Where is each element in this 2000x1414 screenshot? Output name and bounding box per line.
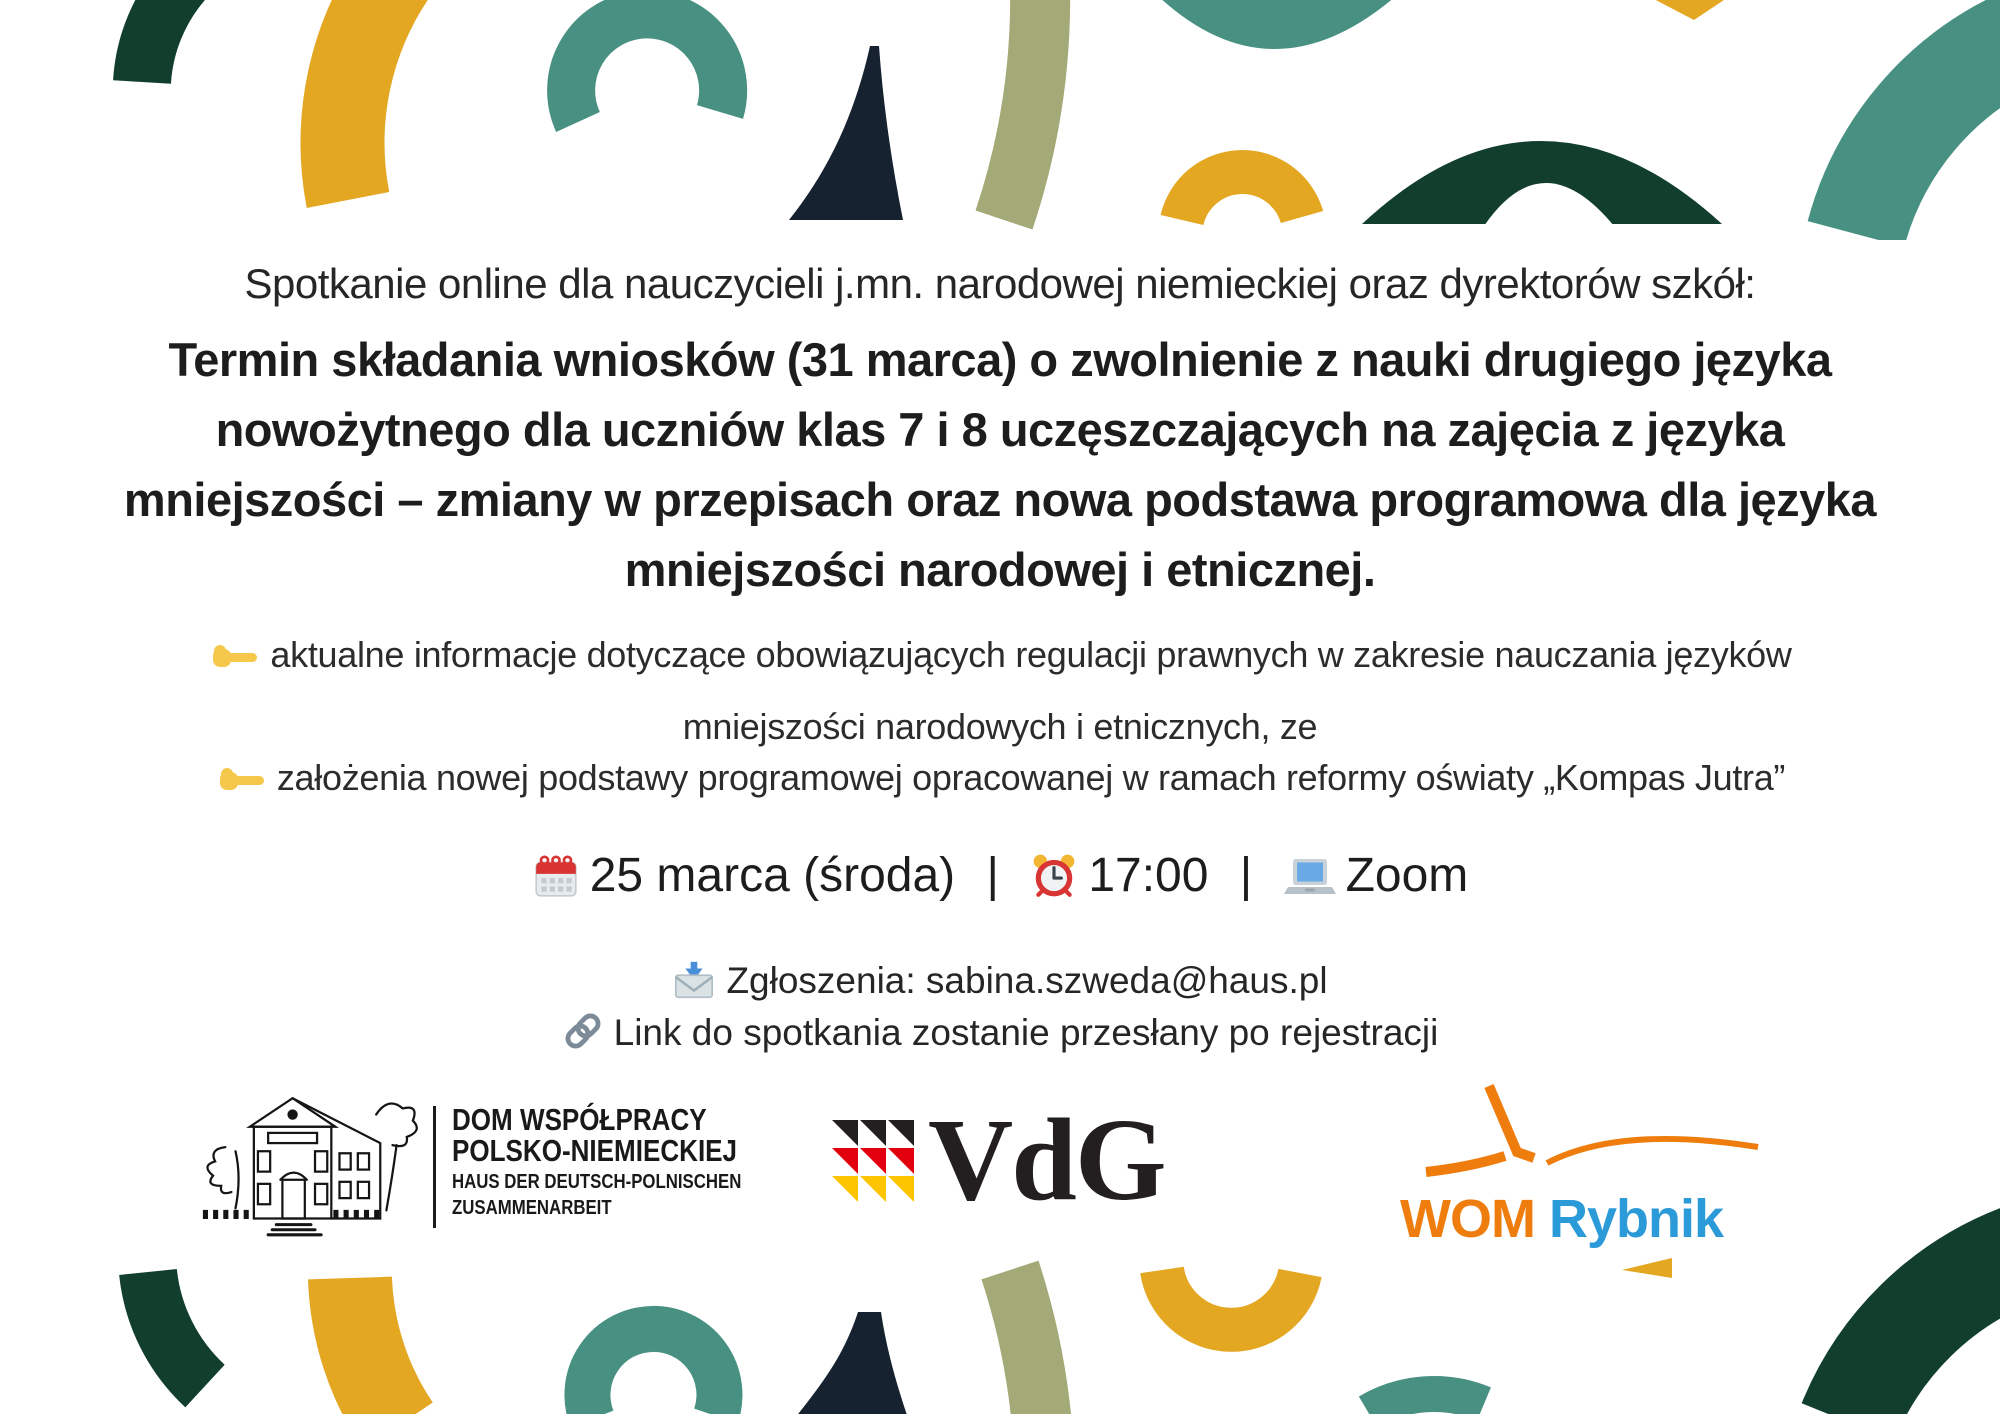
intro-line: Spotkanie online dla nauczycieli j.mn. narodowej niemieckiej oraz dyrektorów szkół: xyxy=(244,260,1756,307)
event-time: 17:00 xyxy=(1088,849,1209,902)
registration-line xyxy=(0,960,2000,1009)
wedge-shape xyxy=(1648,0,1730,20)
window xyxy=(339,1182,350,1198)
dwpn-name-de-line2: ZUSAMMENARBEIT xyxy=(452,1197,612,1219)
arc-shape xyxy=(1010,1270,1042,1414)
bullet-text: aktualne informacje dotyczące obowiązujących regulacji prawnych w zakresie nauczania języków xyxy=(270,634,1792,675)
event-platform: Zoom xyxy=(1345,849,1469,902)
window xyxy=(339,1153,350,1169)
bullet-text: założenia nowej podstawy programowej opracowanej w ramach reformy oświaty „Kompas Jutra” xyxy=(276,757,1786,798)
wom-swoosh xyxy=(1547,1139,1758,1163)
dwpn-name-de-line1: HAUS DER DEUTSCH-POLNISCHEN xyxy=(452,1171,742,1193)
bullet-text-continued: mniejszości narodowych i etnicznych, ze xyxy=(682,706,1318,747)
bullet-item xyxy=(0,757,2000,806)
envelope-download-icon xyxy=(672,960,716,1009)
arc-shape xyxy=(142,0,200,82)
dwpn-logo-divider xyxy=(433,1106,436,1228)
vdg-wordmark: VdG xyxy=(928,1094,1165,1225)
wom-logo-art xyxy=(1410,1075,1780,1195)
link-icon xyxy=(562,1010,604,1061)
registration-text: Zgłoszenia: sabina.szweda@haus.pl xyxy=(726,960,1328,1001)
dwpn-name-pl-line1: DOM WSPÓŁPRACY xyxy=(452,1102,707,1137)
wedge-shape xyxy=(789,46,903,220)
window xyxy=(358,1153,369,1169)
headline-line-3: mniejszości – zmiany w przepisach oraz nowa podstawa programowa dla języka xyxy=(123,473,1877,526)
facade-banner xyxy=(268,1133,317,1143)
pointing-finger-icon xyxy=(215,763,267,806)
arc-shape xyxy=(1162,1270,1300,1330)
wom-wordmark-rybnik: Rybnik xyxy=(1548,1189,1724,1249)
arc-shape xyxy=(571,14,723,122)
dwpn-house-logo-art xyxy=(196,1086,432,1244)
bush-trunk xyxy=(236,1151,239,1208)
link-note-text: Link do spotkania zostanie przesłany po rejestracji xyxy=(613,1012,1439,1053)
steps xyxy=(268,1225,321,1235)
event-details-line xyxy=(0,848,2000,912)
wom-stroke xyxy=(1426,1156,1505,1172)
arc-shape xyxy=(1368,1394,1484,1412)
pointing-finger-icon xyxy=(208,640,260,683)
separator: | xyxy=(1239,849,1253,902)
arc-shape xyxy=(587,1329,719,1414)
blob-shape xyxy=(1158,0,1396,49)
headline-line-2: nowożytnego dla uczniów klas 7 i 8 uczęszczających na zajęcia z języka xyxy=(215,403,1785,456)
vdg-flag-triangles xyxy=(832,1120,916,1204)
headline-line-1: Termin składania wniosków (31 marca) o zwolnienie z nauki drugiego języka xyxy=(168,333,1832,386)
window xyxy=(315,1184,327,1204)
window xyxy=(315,1151,327,1171)
arc-shape xyxy=(1848,1254,2000,1414)
laptop-icon xyxy=(1284,856,1336,912)
separator: | xyxy=(986,849,999,902)
dwpn-logo-text xyxy=(452,1104,741,1221)
wom-wordmark-wom: WOM xyxy=(1400,1189,1535,1249)
arc-shape xyxy=(1182,172,1302,220)
arc-shape xyxy=(148,1272,205,1386)
wedge-shape xyxy=(1622,1258,1672,1278)
arc-shape xyxy=(1004,0,1040,220)
tree-sketch xyxy=(376,1104,417,1147)
bush-sketch xyxy=(207,1147,231,1193)
wom-stroke xyxy=(1489,1086,1534,1158)
window xyxy=(358,1182,369,1198)
bullet-item xyxy=(0,634,2000,683)
arc-shape xyxy=(1856,38,2000,234)
arc-shape xyxy=(343,0,396,200)
dwpn-name-pl-line2: POLSKO-NIEMIECKIEJ xyxy=(452,1133,738,1168)
link-note-line xyxy=(0,1010,2000,1061)
wom-wordmark xyxy=(1400,1188,1724,1250)
top-decorative-arcs xyxy=(0,0,2000,240)
wedge-shape xyxy=(795,1312,908,1414)
headline-line-4: mniejszości narodowej i etnicznej. xyxy=(624,543,1376,596)
calendar-icon xyxy=(532,852,580,912)
window xyxy=(258,1184,270,1204)
event-date: 25 marca (środa) xyxy=(589,849,956,902)
pediment-ornament xyxy=(289,1110,297,1118)
door xyxy=(282,1180,304,1219)
window xyxy=(258,1151,270,1171)
alarm-clock-icon xyxy=(1030,852,1078,912)
arc-shape xyxy=(350,1278,398,1414)
tree-trunk xyxy=(386,1145,396,1210)
